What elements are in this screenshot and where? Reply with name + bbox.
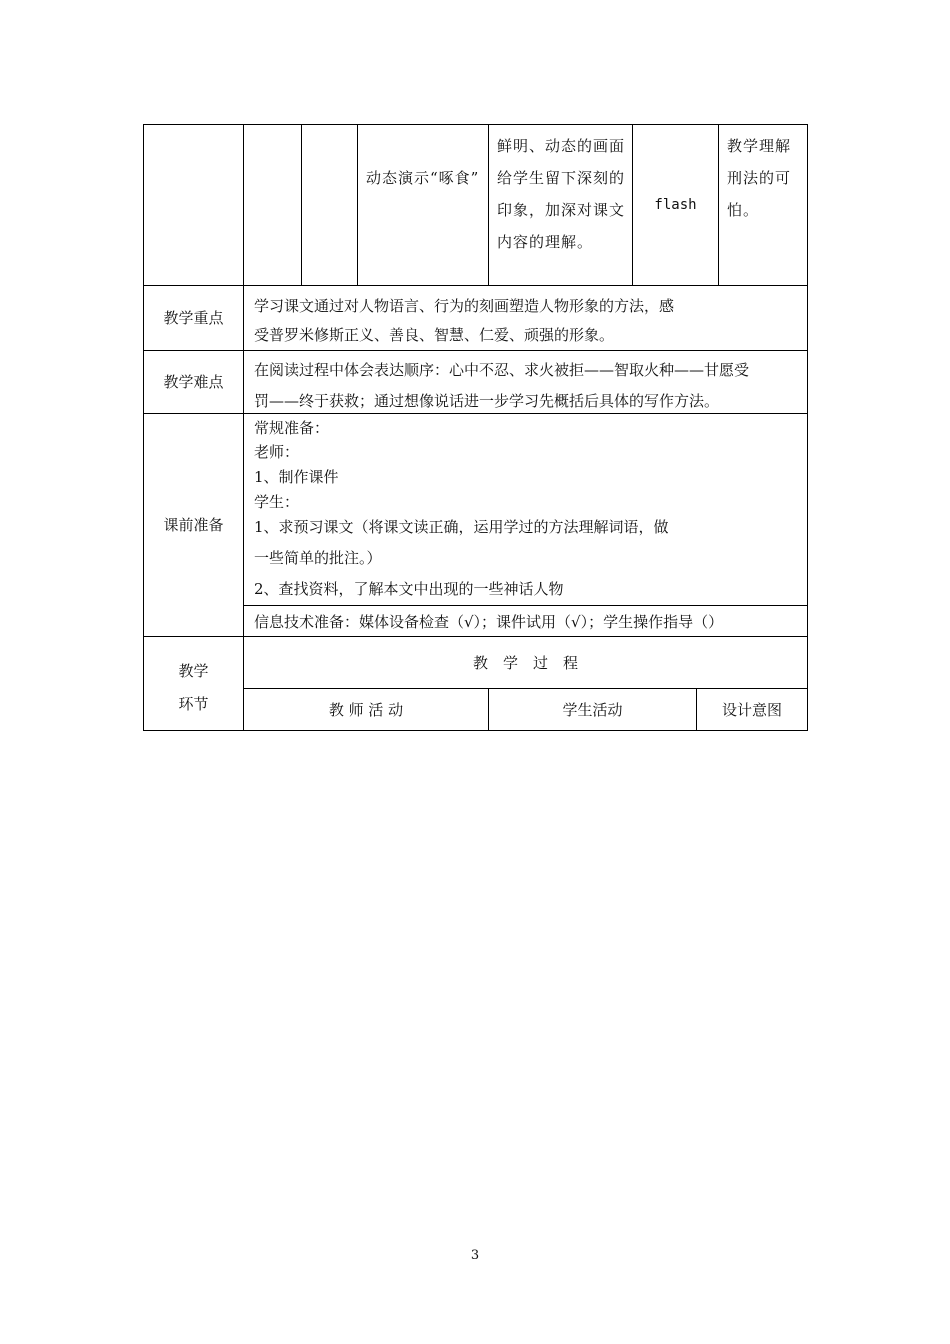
effect-cell: 教学理解刑法的可怕。 <box>727 137 792 219</box>
it-check-line: 信息技术准备：媒体设备检查（√）；课件试用（√）；学生操作指导（） <box>254 613 724 631</box>
table-border-right <box>807 124 808 731</box>
col-divider <box>301 124 302 285</box>
preparation-label: 课前准备 <box>163 516 224 534</box>
purpose-cell: 鲜明、动态的画面给学生留下深刻的印象，加深对课文内容的理解。 <box>497 137 626 251</box>
preparation-line: 1、制作课件 <box>254 468 339 486</box>
col-divider <box>718 124 719 285</box>
preparation-line: 2、查找资料，了解本文中出现的一些神话人物 <box>254 580 564 598</box>
student-activity-header: 学生活动 <box>562 700 623 719</box>
key-points-line: 受普罗米修斯正义、善良、智慧、仁爱、顽强的形象。 <box>254 326 615 344</box>
process-title: 教 学 过 程 <box>472 653 578 672</box>
segment-label: 教学 <box>178 662 209 680</box>
row-divider <box>243 605 808 606</box>
col-divider <box>357 124 358 285</box>
preparation-line: 学生： <box>254 493 300 511</box>
difficult-points-line: 罚——终于获救；通过想像说话进一步学习先概括后具体的写作方法。 <box>254 392 720 410</box>
design-intent-header: 设计意图 <box>721 700 782 719</box>
difficult-points-label: 教学难点 <box>163 373 224 391</box>
preparation-line: 常规准备： <box>254 419 330 437</box>
media-cell: flash <box>654 197 697 213</box>
method-cell: 动态演示“啄食” <box>366 169 480 187</box>
preparation-line: 一些简单的批注。） <box>254 549 382 567</box>
page-number: 3 <box>470 1248 480 1263</box>
preparation-line: 1、求预习课文（将课文读正确，运用学过的方法理解词语，做 <box>254 518 669 536</box>
teacher-activity-header: 教 师 活 动 <box>328 700 404 719</box>
segment-label: 环节 <box>178 695 209 713</box>
difficult-points-line: 在阅读过程中体会表达顺序：心中不忍、求火被拒——智取火种——甘愿受 <box>254 361 750 379</box>
col-divider <box>488 124 489 285</box>
preparation-line: 老师： <box>254 443 300 461</box>
key-points-line: 学习课文通过对人物语言、行为的刻画塑造人物形象的方法，感 <box>254 297 675 315</box>
key-points-label: 教学重点 <box>163 309 224 327</box>
